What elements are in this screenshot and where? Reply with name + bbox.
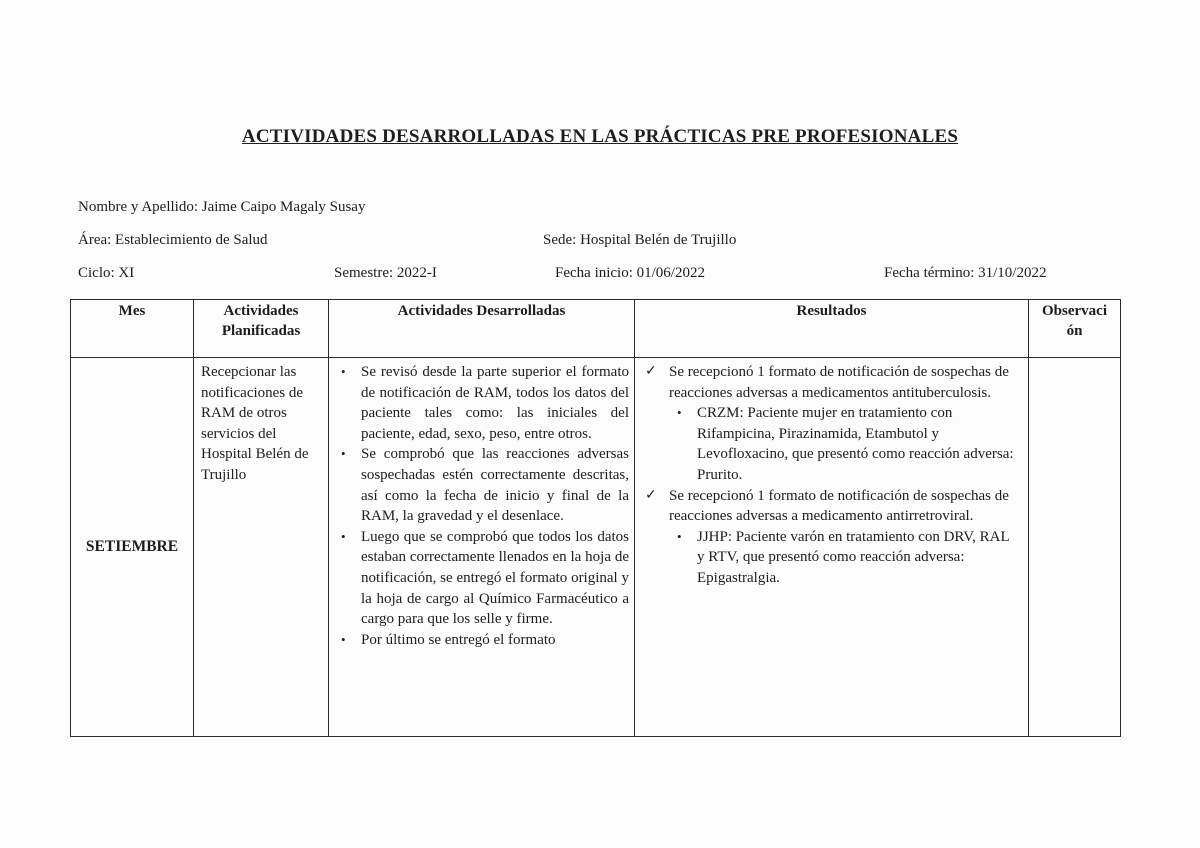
fecha-termino-label: Fecha término: 31/10/2022 [884,265,1047,281]
header-mes: Mes [71,300,194,358]
area-label: Área: Establecimiento de Salud [78,232,268,248]
result-item [669,362,1020,486]
list-item: • Se comprobó que las reacciones adversas sospechadas estén correctamente descritas, así como la fecha de inicio y final de la RAM, la gravedad y el desenlace. [361,444,629,526]
result-text: Se recepcionó 1 formato de notificación de sospechas de reacciones adversas a medicamento antirretroviral. [669,487,1009,525]
result-subitem: • JJHP: Paciente varón en tratamiento con DRV, RAL y RTV, que presentó como reacción adversa: Epigastralgia. [697,527,1020,589]
header-planificadas-line1: Actividades [223,303,299,319]
activities-table [70,299,1121,737]
page-title: ACTIVIDADES DESARROLLADAS EN LAS PRÁCTICAS PRE PROFESIONALES [241,126,959,147]
nombre-label: Nombre y Apellido: Jaime Caipo Magaly Susay [78,199,366,215]
row-planificada: Recepcionar las notificaciones de RAM de otros servicios del Hospital Belén de Trujillo [194,358,329,737]
list-item: • Por último se entregó el formato [361,630,629,651]
result-text: Se recepcionó 1 formato de notificación de sospechas de reacciones adversas a medicamentos antituberculosis. [669,364,1009,401]
header-observacion-line1: Observaci [1042,303,1107,319]
row-mes: SETIEMBRE [71,358,194,737]
header-planificadas-line2: Planificadas [221,323,301,339]
row-desarrolladas [329,358,635,737]
table-row [71,358,1121,737]
header-desarrolladas: Actividades Desarrolladas [329,300,635,358]
row-resultados [635,358,1029,737]
header-observacion-line2: ón [1066,323,1083,339]
header-resultados: Resultados [635,300,1029,358]
ciclo-label: Ciclo: XI [78,265,135,281]
header-observacion [1029,300,1121,358]
sede-label: Sede: Hospital Belén de Trujillo [543,232,737,248]
result-subitem: • CRZM: Paciente mujer en tratamiento con Rifampicina, Pirazinamida, Etambutol y Levofloxacino, que presentó como reacción adversa: Prurito. [697,403,1020,485]
header-planificadas [194,300,329,358]
fecha-inicio-label: Fecha inicio: 01/06/2022 [555,265,705,281]
list-item: • Se revisó desde la parte superior el formato de notificación de RAM, todos los datos del paciente tales como: las iniciales del paciente, edad, sexo, peso, entre otros. [361,362,629,444]
list-item: • Luego que se comprobó que todos los datos estaban correctamente llenados en la hoja de notificación, se entregó el formato original y la hoja de cargo al Químico Farmacéutico a cargo para que los selle y firme. [361,527,629,630]
table-header-row [71,300,1121,358]
semestre-label: Semestre: 2022-I [334,265,437,281]
row-observacion [1029,358,1121,737]
result-item [669,486,1020,589]
